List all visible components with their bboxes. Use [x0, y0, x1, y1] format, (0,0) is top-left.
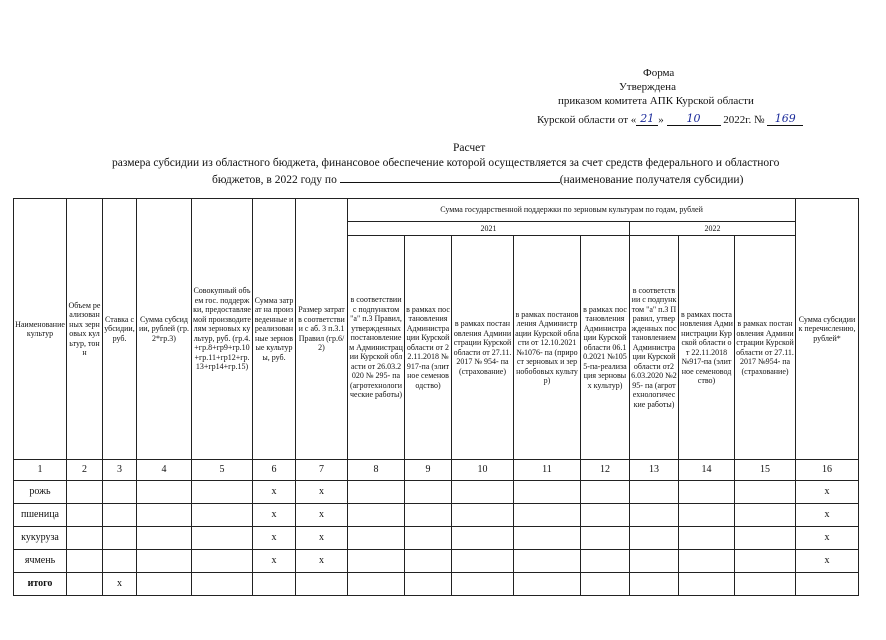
doc-subtitle-line2	[212, 171, 743, 186]
total-row	[14, 573, 859, 596]
column-number-15: 15	[735, 460, 796, 481]
column-number-7: 7	[296, 460, 348, 481]
data-cell[interactable]	[137, 504, 192, 527]
data-cell[interactable]	[137, 481, 192, 504]
total-cell[interactable]	[679, 573, 735, 596]
column-number-2: 2	[67, 460, 103, 481]
x-mark: x	[253, 550, 296, 573]
table-row	[14, 481, 859, 504]
column-number-9: 9	[405, 460, 452, 481]
data-cell[interactable]	[630, 504, 679, 527]
header-costs: Сумма затрат на произведенные и реализованные зерновые культуры, руб.	[253, 199, 296, 460]
header-2021-realization: в рамках постановления Администрации Курской области 06.10.2021 №1055-па-реализация зерновых культур)	[581, 236, 630, 460]
header-year-2021: 2021	[348, 222, 630, 236]
x-mark: x	[796, 527, 859, 550]
x-mark: x	[296, 527, 348, 550]
data-cell[interactable]	[735, 481, 796, 504]
header-total-support: Совокупный объем гос. поддержки, предоставляемой производителям зерновых культур, руб. (гр.4.+гр.8+гр9+гр.10+гр.11+гр12+гр.13+гр14+гр.15)	[192, 199, 253, 460]
order-day: 21	[636, 112, 658, 126]
data-cell[interactable]	[630, 550, 679, 573]
x-mark: x	[253, 481, 296, 504]
order-date-line	[537, 112, 803, 126]
crop-name: ячмень	[14, 550, 67, 573]
total-cell[interactable]	[514, 573, 581, 596]
total-cell[interactable]	[405, 573, 452, 596]
column-number-1: 1	[14, 460, 67, 481]
header-subsidy-sum: Сумма субсидии, рублей (гр.2*гр.3)	[137, 199, 192, 460]
total-cell[interactable]	[296, 573, 348, 596]
data-cell[interactable]	[67, 550, 103, 573]
region-prefix: Курской области от «	[537, 114, 637, 126]
data-cell[interactable]	[67, 527, 103, 550]
data-cell[interactable]	[452, 550, 514, 573]
total-volume-cell[interactable]	[67, 573, 103, 596]
data-cell[interactable]	[452, 481, 514, 504]
total-cell[interactable]	[796, 573, 859, 596]
data-cell[interactable]	[581, 527, 630, 550]
data-cell[interactable]	[67, 504, 103, 527]
total-cell[interactable]	[137, 573, 192, 596]
data-cell[interactable]	[192, 527, 253, 550]
data-cell[interactable]	[514, 527, 581, 550]
data-cell[interactable]	[103, 550, 137, 573]
data-cell[interactable]	[405, 481, 452, 504]
total-cell[interactable]	[348, 573, 405, 596]
data-cell[interactable]	[103, 481, 137, 504]
header-rate: Ставка субсидии, руб.	[103, 199, 137, 460]
total-cell[interactable]	[735, 573, 796, 596]
x-mark: x	[253, 504, 296, 527]
column-number-8: 8	[348, 460, 405, 481]
data-cell[interactable]	[103, 504, 137, 527]
x-mark: x	[296, 481, 348, 504]
column-number-13: 13	[630, 460, 679, 481]
header-2021-agrotech: в соответствии с подпунктом "а" п.3 Правил, утвержденных постановлением Администрации Курской области от 26.03.2020 № 295- па (агротехнологические работы)	[348, 236, 405, 460]
data-cell[interactable]	[735, 550, 796, 573]
data-cell[interactable]	[514, 550, 581, 573]
header-crop-name: Наименование культур	[14, 199, 67, 460]
header-support-group: Сумма государственной поддержки по зерновым культурам по годам, рублей	[348, 199, 796, 222]
data-cell[interactable]	[103, 527, 137, 550]
header-2022-elite-seed: в рамках постановления Администрации Курской области от 22.11.2018 №917-па (элитное семеноводство)	[679, 236, 735, 460]
subtitle-suffix: (наименование получателя субсидии)	[559, 174, 744, 186]
data-cell[interactable]	[192, 550, 253, 573]
header-2021-insurance: в рамках постановления Администрации Курской области от 27.11.2017 № 954- па (страхование)	[452, 236, 514, 460]
doc-title: Расчет	[453, 142, 486, 154]
data-cell[interactable]	[405, 550, 452, 573]
data-cell[interactable]	[348, 481, 405, 504]
column-number-14: 14	[679, 460, 735, 481]
column-number-10: 10	[452, 460, 514, 481]
total-cell[interactable]	[253, 573, 296, 596]
data-cell[interactable]	[67, 481, 103, 504]
total-cell[interactable]	[581, 573, 630, 596]
data-cell[interactable]	[735, 504, 796, 527]
data-cell[interactable]	[581, 481, 630, 504]
data-cell[interactable]	[581, 550, 630, 573]
header-2022-insurance: в рамках постановления Администрации Курской области от 27.11.2017 №954- па (страхование)	[735, 236, 796, 460]
data-cell[interactable]	[581, 504, 630, 527]
header-volume: Объем реализованных зерновых культур, тонн	[67, 199, 103, 460]
order-month: 10	[667, 112, 721, 126]
order-number: 169	[767, 112, 803, 126]
data-cell[interactable]	[405, 504, 452, 527]
data-cell[interactable]	[405, 527, 452, 550]
table-row	[14, 527, 859, 550]
crop-name: кукуруза	[14, 527, 67, 550]
x-mark: x	[796, 550, 859, 573]
column-number-6: 6	[253, 460, 296, 481]
order-label: приказом комитета АПК Курской области	[558, 95, 754, 107]
data-cell[interactable]	[137, 527, 192, 550]
data-cell[interactable]	[137, 550, 192, 573]
column-number-3: 3	[103, 460, 137, 481]
approved-label: Утверждена	[619, 81, 676, 93]
crop-name: рожь	[14, 481, 67, 504]
column-number-5: 5	[192, 460, 253, 481]
data-cell[interactable]	[679, 481, 735, 504]
column-number-4: 4	[137, 460, 192, 481]
table-row	[14, 550, 859, 573]
data-cell[interactable]	[630, 481, 679, 504]
table-row	[14, 504, 859, 527]
data-cell[interactable]	[679, 504, 735, 527]
recipient-blank[interactable]	[340, 171, 560, 183]
total-cell[interactable]	[452, 573, 514, 596]
header-2021-growth: в рамках постановления Администрации Курской области от 12.10.2021 №1076- па (прирост зерновых и зернобобовых культур)	[514, 236, 581, 460]
x-mark: x	[796, 481, 859, 504]
column-number-11: 11	[514, 460, 581, 481]
order-year: 2022г. №	[720, 114, 768, 126]
header-cost-size: Размер затрат в соответствии с аб. 3 п.3.1 Правил (гр.6/2)	[296, 199, 348, 460]
header-subsidy-transfer: Сумма субсидии к перечислению, рублей*	[796, 199, 859, 460]
data-cell[interactable]	[679, 527, 735, 550]
x-mark: x	[296, 504, 348, 527]
column-numbers-row	[14, 460, 859, 481]
data-cell[interactable]	[452, 527, 514, 550]
column-number-12: 12	[581, 460, 630, 481]
data-cell[interactable]	[348, 504, 405, 527]
subsidy-table	[13, 198, 859, 596]
doc-subtitle-line1: размера субсидии из областного бюджета, финансовое обеспечение которой осуществляется за счет средств федерального и областного	[112, 157, 780, 169]
form-label: Форма	[643, 67, 675, 79]
date-mid: »	[658, 114, 667, 126]
header-2021-elite-seed: в рамках постановления Администрации Курской области от 22.11.2018 № 917-па (элитное семеноводство)	[405, 236, 452, 460]
data-cell[interactable]	[192, 504, 253, 527]
data-cell[interactable]	[348, 550, 405, 573]
data-cell[interactable]	[630, 527, 679, 550]
total-cell[interactable]	[630, 573, 679, 596]
header-2022-agrotech: в соответствии с подпунктом "а" п.3 Правил, утвержденных постановлением Администрации Курской области от26.03.2020 №295- па (агротехнологические работы)	[630, 236, 679, 460]
data-cell[interactable]	[452, 504, 514, 527]
total-rate-cell: x	[103, 573, 137, 596]
data-cell[interactable]	[679, 550, 735, 573]
data-cell[interactable]	[514, 504, 581, 527]
x-mark: x	[296, 550, 348, 573]
data-cell[interactable]	[735, 527, 796, 550]
x-mark: x	[796, 504, 859, 527]
subtitle-prefix: бюджетов, в 2022 году по	[212, 174, 340, 186]
x-mark: x	[253, 527, 296, 550]
data-cell[interactable]	[348, 527, 405, 550]
total-label: итого	[14, 573, 67, 596]
header-year-2022: 2022	[630, 222, 796, 236]
crop-name: пшеница	[14, 504, 67, 527]
data-cell[interactable]	[192, 481, 253, 504]
column-number-16: 16	[796, 460, 859, 481]
total-cell[interactable]	[192, 573, 253, 596]
data-cell[interactable]	[514, 481, 581, 504]
